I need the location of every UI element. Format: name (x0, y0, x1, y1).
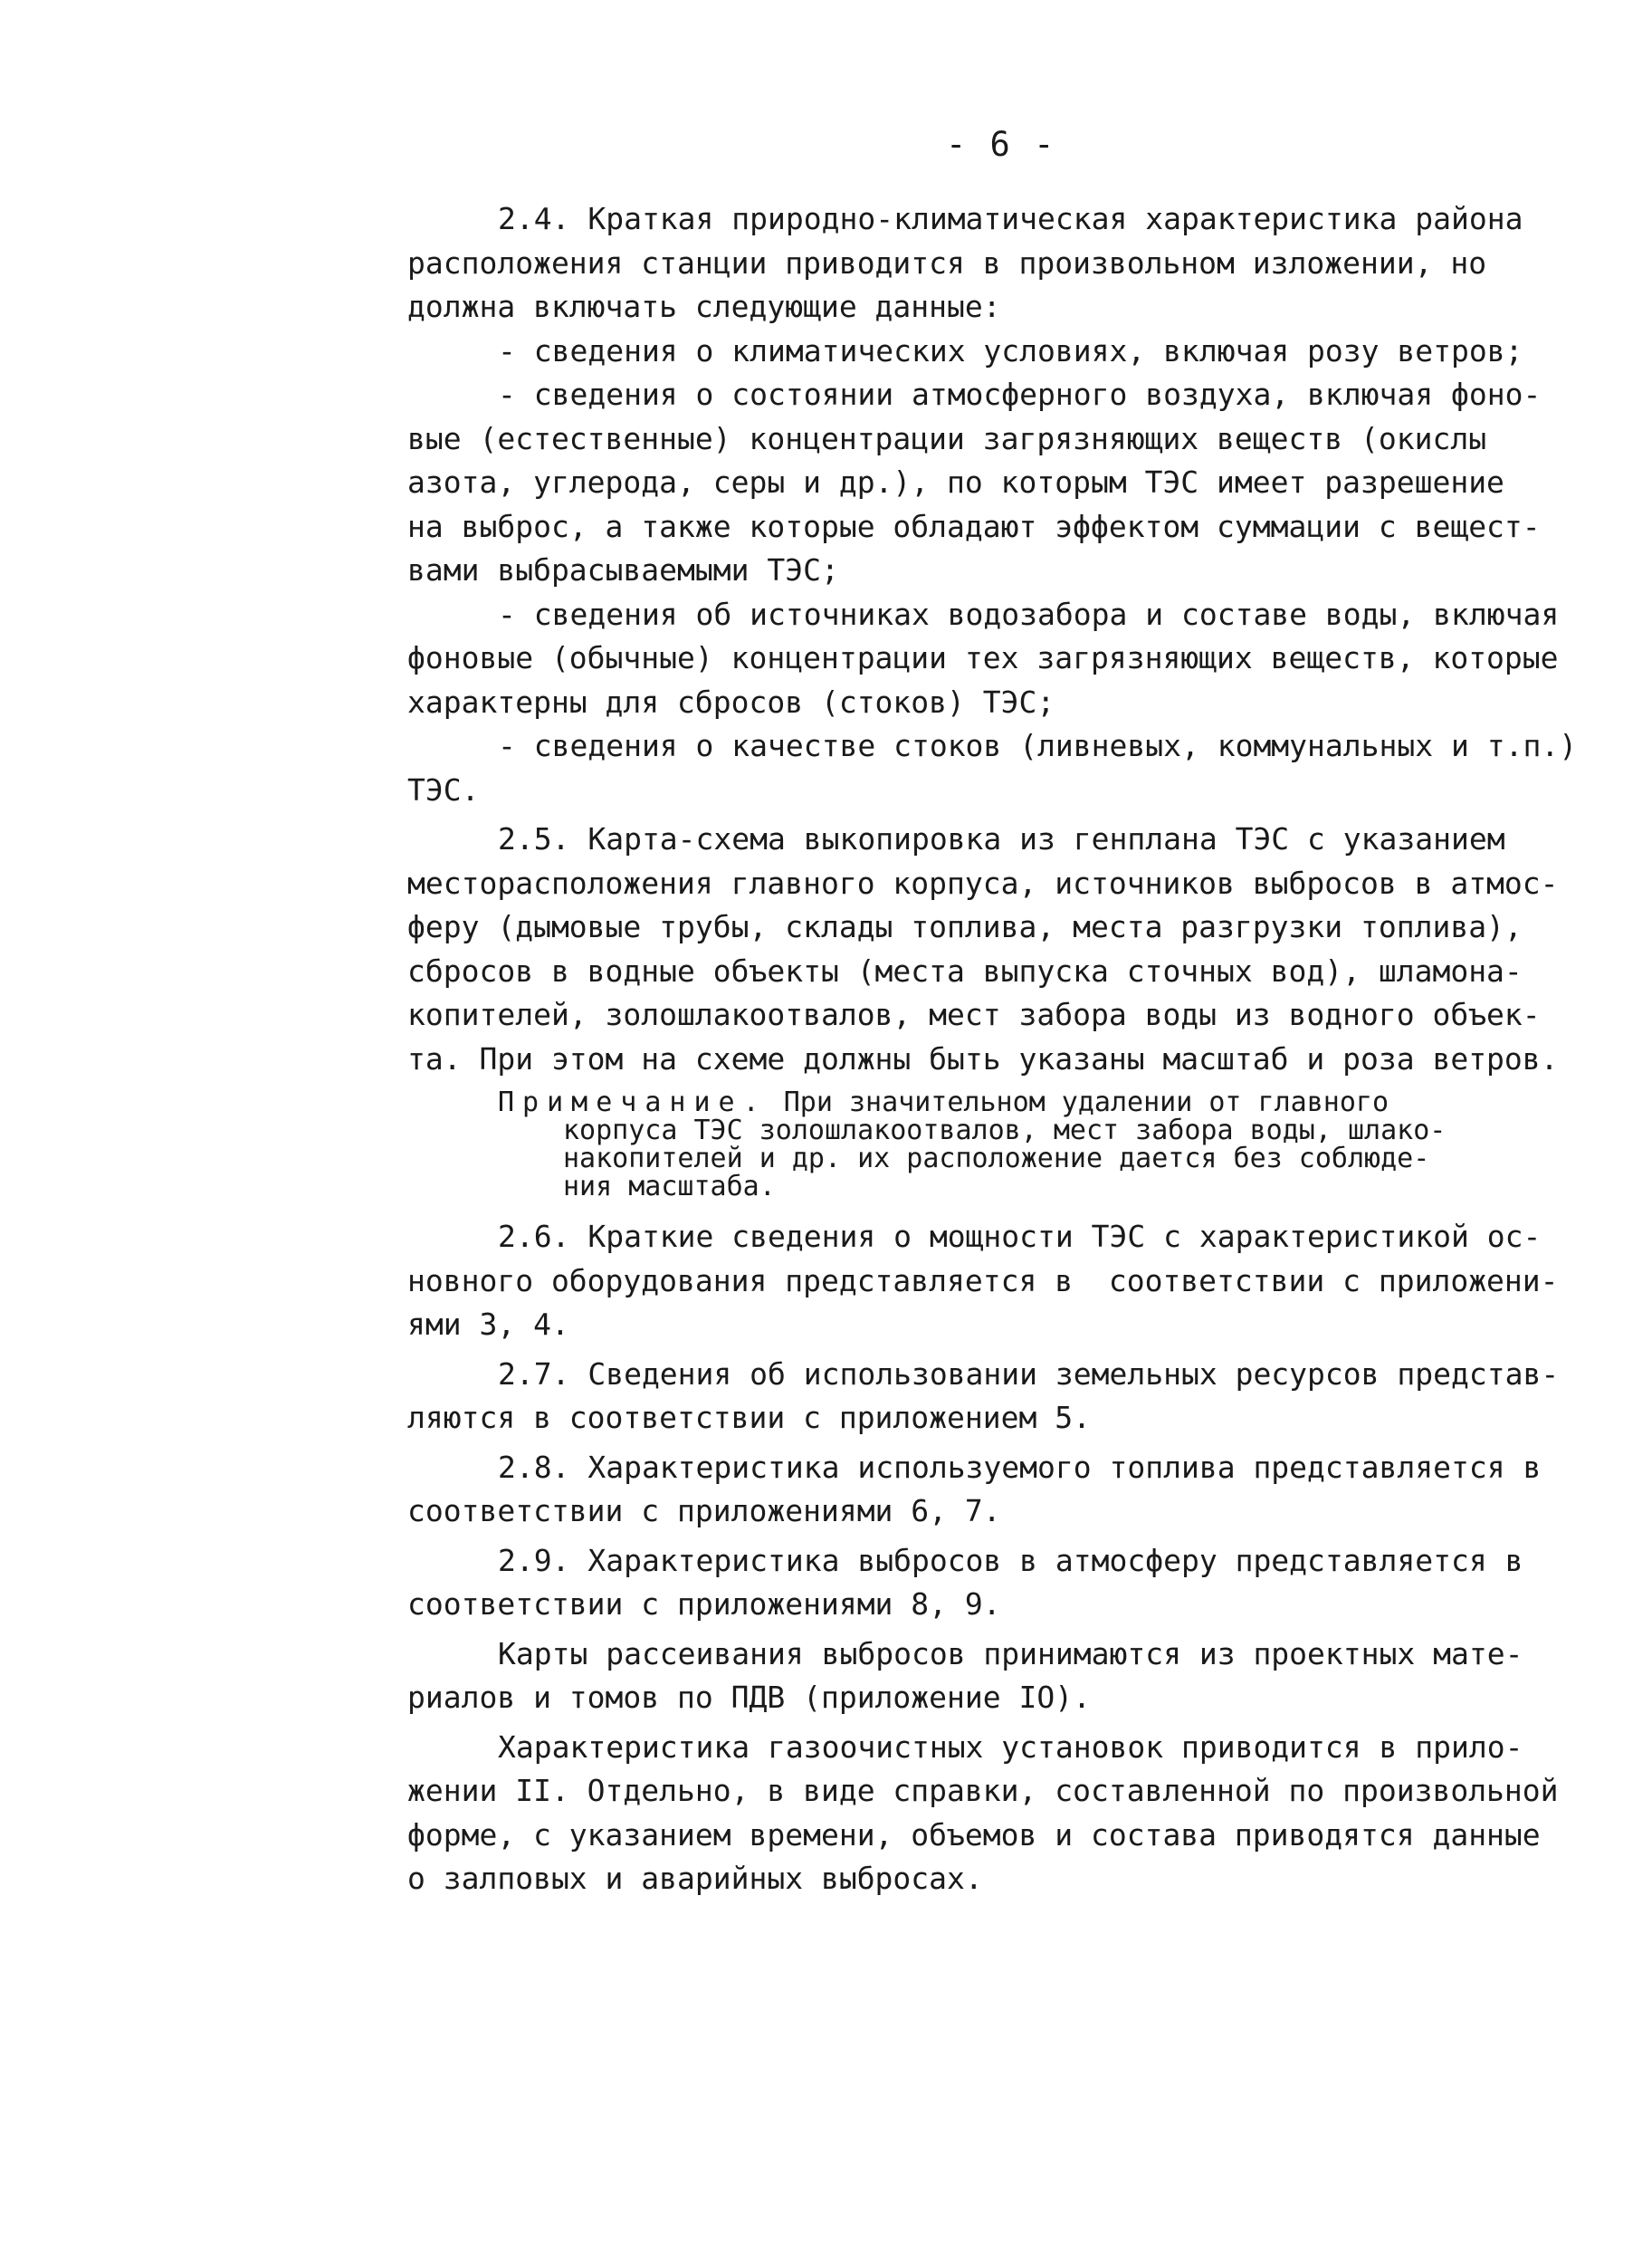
text-line: жении II. Отдельно, в виде справки, составленной по произвольной (407, 1773, 1559, 1808)
text-line: характерны для сбросов (стоков) ТЭС; (407, 684, 1055, 720)
text-line: соответствии с приложениями 8, 9. (407, 1586, 1001, 1622)
note-line: При значительном удалении от главного (783, 1087, 1389, 1118)
text-line: 2.4. Краткая природно-климатическая характеристика района (498, 201, 1523, 236)
text-line: 2.9. Характеристика выбросов в атмосферу представляется в (498, 1542, 1523, 1578)
text-line: месторасположения главного корпуса, источников выбросов в атмос- (407, 865, 1559, 901)
text-line: новного оборудования представляется в соответствии с приложени- (407, 1262, 1559, 1298)
note-block (407, 1088, 1584, 1201)
text-line: соответствии с приложениями 6, 7. (407, 1493, 1001, 1528)
text-line: 2.7. Сведения об использовании земельных ресурсов представ- (498, 1355, 1560, 1392)
text-line: 2.5. Карта-схема выкопировка из генплана ТЭС с указанием (498, 821, 1505, 857)
text-line: - сведения о климатических условиях, включая розу ветров; (498, 332, 1523, 369)
text-line: 2.6. Краткие сведения о мощности ТЭС с характеристикой ос- (498, 1219, 1542, 1254)
text-line: ями 3, 4. (407, 1307, 569, 1342)
text-line: Карты рассеивания выбросов принимаются из проектных мате- (498, 1635, 1523, 1671)
text-line: сбросов в водные объекты (места выпуска сточных вод), шламона- (407, 953, 1523, 989)
text-line: вами выбрасываемыми ТЭС; (407, 552, 839, 588)
text-line: - сведения о состоянии атмосферного воздуха, включая фоно- (498, 377, 1542, 412)
text-line: форме, с указанием времени, объемов и состава приводятся данные (407, 1816, 1541, 1853)
text-line: азота, углерода, серы и др.), по которым ТЭС имеет разрешение (407, 464, 1504, 500)
note-line: корпуса ТЭС золошлакоотвалов, мест забора воды, шлако- (563, 1115, 1447, 1146)
text-line: та. При этом на схеме должны быть указаны масштаб и роза ветров. (407, 1040, 1559, 1077)
note-line: ния масштаба. (563, 1171, 776, 1202)
text-line: расположения станции приводится в произвольном изложении, но (407, 244, 1487, 281)
text-line: - сведения о качестве стоков (ливневых, коммунальных и т.п.) (498, 728, 1578, 763)
text-line: ТЭС. (407, 771, 480, 808)
text-line: Характеристика газоочистных установок приводится в прило- (498, 1728, 1523, 1765)
text-line: - сведения об источниках водозабора и составе воды, включая (498, 596, 1560, 632)
text-line: феру (дымовые трубы, склады топлива, места разгрузки топлива), (407, 909, 1523, 944)
text-line: фоновые (обычные) концентрации тех загрязняющих веществ, которые (407, 640, 1559, 675)
text-line: должна включать следующие данные: (407, 289, 1001, 324)
text-line: на выброс, а также которые обладают эффектом суммации с вещест- (407, 508, 1541, 544)
text-line: о залповых и аварийных выбросах. (407, 1861, 983, 1896)
note-label: Примечание. (498, 1087, 768, 1118)
page-number: - 6 - (946, 125, 1056, 164)
note-line: накопителей и др. их расположение дается без соблюде- (563, 1143, 1430, 1174)
text-line: риалов и томов по ПДВ (приложение IO). (407, 1680, 1091, 1715)
text-line: вые (естественные) концентрации загрязняющих веществ (окислы (407, 420, 1487, 456)
text-line: 2.8. Характеристика используемого топлива представляется в (498, 1449, 1542, 1485)
text-line: копителей, золошлакоотвалов, мест забора воды из водного объек- (407, 997, 1541, 1032)
document-body (407, 197, 1584, 1901)
text-line: ляются в соответствии с приложением 5. (407, 1400, 1091, 1435)
